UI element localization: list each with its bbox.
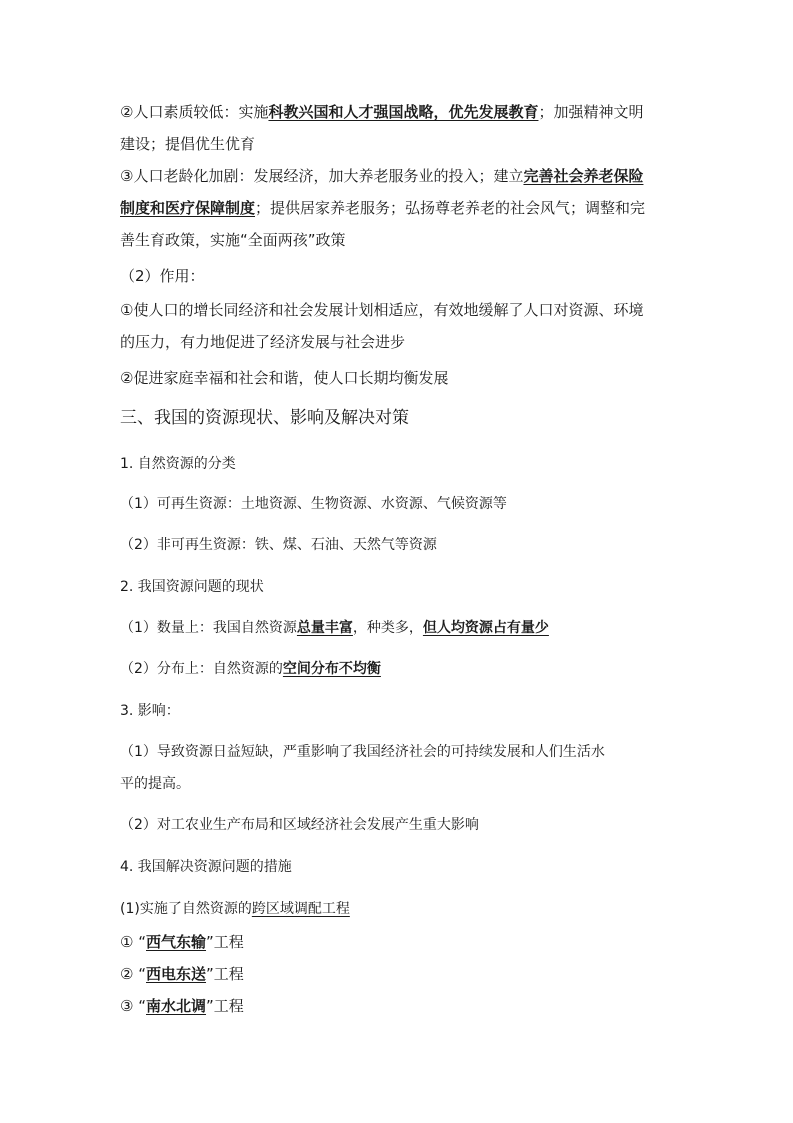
paragraph-effect-1: [120, 300, 680, 320]
key-phrase: 完善社会养老保险: [523, 167, 644, 185]
list-item: [120, 899, 680, 919]
text-run: ① “: [120, 933, 146, 951]
text-run: ；加强精神文明: [538, 103, 644, 121]
paragraph-line: [120, 198, 680, 218]
text-run: 建设；提倡优生优育: [120, 135, 256, 153]
item-heading: [120, 857, 680, 877]
paragraph-effect-2: [120, 368, 680, 388]
list-item: [120, 659, 680, 679]
text-run: 三、我国的资源现状、影响及解决对策: [120, 408, 409, 428]
key-phrase: 制度和医疗保障制度: [120, 199, 256, 217]
text-run: （2）对工农业生产布局和区域经济社会发展产生重大影响: [120, 817, 479, 833]
key-phrase: 空间分布不均衡: [282, 661, 381, 677]
list-item: [120, 535, 680, 555]
item-heading: [120, 454, 680, 474]
text-run: 的压力，有力地促进了经济发展与社会进步: [120, 333, 406, 351]
key-phrase: 但人均资源占有量少: [422, 620, 549, 636]
text-run: ”工程: [206, 997, 244, 1015]
text-run: ③ “: [120, 997, 146, 1015]
paragraph-line: [120, 134, 680, 154]
paragraph-line: [120, 332, 680, 352]
text-run: 3. 影响：: [120, 703, 180, 719]
text-run: （2）作用：: [120, 267, 205, 285]
list-item: [120, 742, 680, 762]
project-item: [120, 996, 680, 1016]
text-run: （2）非可再生资源：铁、煤、石油、天然气等资源: [120, 537, 437, 553]
text-run: (1)实施了自然资源的: [120, 901, 252, 917]
text-run: （2）分布上：自然资源的: [120, 661, 283, 677]
key-phrase: 科教兴国和人才强国战略，优先发展教育: [268, 103, 539, 121]
item-heading: [120, 577, 680, 597]
text-run: ；提供居家养老服务；弘扬尊老养老的社会风气；调整和完: [255, 199, 646, 217]
text-run: ③人口老龄化加剧：发展经济，加大养老服务业的投入；建立: [120, 167, 524, 185]
text-run: ②促进家庭幸福和社会和谐，使人口长期均衡发展: [120, 369, 449, 387]
paragraph-population-quality: [120, 102, 680, 122]
list-item: [120, 815, 680, 835]
text-run: ”工程: [206, 933, 244, 951]
key-phrase: 跨区域调配工程: [251, 901, 350, 917]
text-run: （1）可再生资源：土地资源、生物资源、水资源、气候资源等: [120, 496, 507, 512]
paragraph-line: [120, 230, 680, 250]
paragraph-aging: [120, 166, 680, 186]
project-name: 西电东送: [146, 965, 207, 983]
project-item: [120, 964, 680, 984]
text-run: 平的提高。: [120, 776, 190, 792]
text-run: 4. 我国解决资源问题的措施: [120, 859, 292, 875]
project-name: 西气东输: [146, 933, 207, 951]
list-item: [120, 618, 680, 638]
text-run: 善生育政策，实施“全面两孩”政策: [120, 231, 346, 249]
text-run: （1）导致资源日益短缺，严重影响了我国经济社会的可持续发展和人们生活水: [120, 744, 605, 760]
item-heading: [120, 701, 680, 721]
text-run: ”工程: [206, 965, 244, 983]
subheading-effect: [120, 266, 680, 286]
text-run: （1）数量上：我国自然资源: [120, 620, 297, 636]
text-run: ①使人口的增长同经济和社会发展计划相适应，有效地缓解了人口对资源、环境: [120, 301, 644, 319]
project-item: [120, 932, 680, 952]
text-run: ② “: [120, 965, 146, 983]
text-run: 2. 我国资源问题的现状: [120, 579, 264, 595]
section-heading: [120, 408, 680, 428]
list-item: [120, 494, 680, 514]
project-name: 南水北调: [146, 997, 207, 1015]
paragraph-line: [120, 774, 680, 794]
key-phrase: 总量丰富: [296, 620, 353, 636]
text-run: ，种类多，: [352, 620, 423, 636]
text-run: ②人口素质较低：实施: [120, 103, 269, 121]
text-run: 1. 自然资源的分类: [120, 456, 236, 472]
